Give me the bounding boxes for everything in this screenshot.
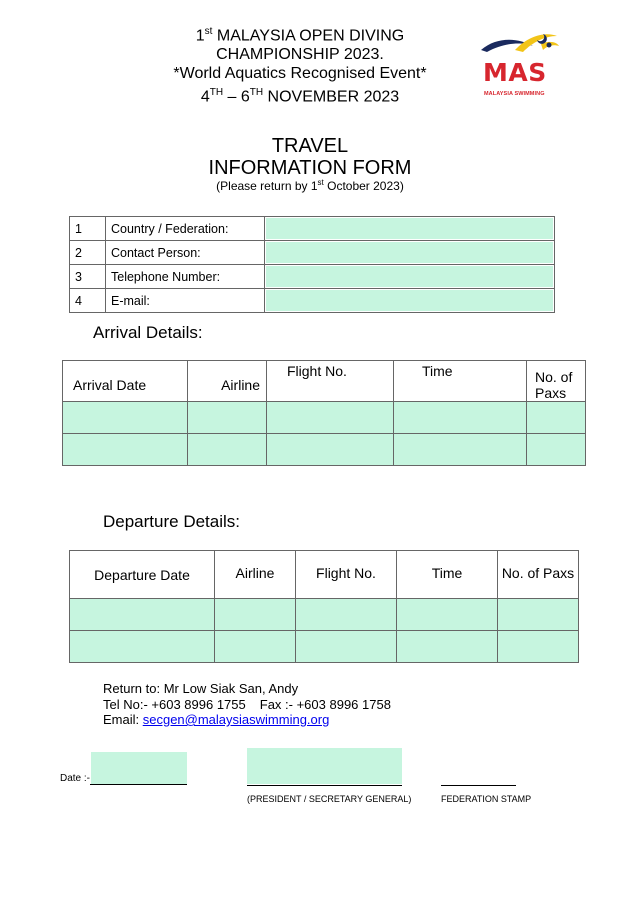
form-subtitle: (Please return by 1st October 2023) <box>216 178 404 193</box>
contact-person-field[interactable] <box>266 242 553 263</box>
arrival-date-header: Arrival Date <box>63 361 188 402</box>
arrival-airline-cell[interactable] <box>188 402 267 434</box>
date-field[interactable] <box>91 752 187 784</box>
info-row-country <box>70 217 555 241</box>
mas-logo <box>475 28 565 100</box>
departure-date-header: Departure Date <box>70 551 215 599</box>
departure-paxs-cell[interactable] <box>498 599 579 631</box>
departure-table <box>69 550 579 663</box>
email-field[interactable] <box>266 290 553 311</box>
date-label: Date :- <box>60 773 91 784</box>
return-contact <box>103 681 391 728</box>
logo-text: MAS <box>483 58 547 87</box>
arrival-airline-cell[interactable] <box>188 434 267 466</box>
email-label: E-mail: <box>106 289 265 313</box>
departure-flight-cell[interactable] <box>296 599 397 631</box>
departure-paxs-cell[interactable] <box>498 631 579 663</box>
contact-person-label: Contact Person: <box>106 241 265 265</box>
departure-airline-cell[interactable] <box>215 631 296 663</box>
signature-field[interactable] <box>247 748 402 784</box>
swimmer-emblem-icon <box>475 28 565 62</box>
departure-flight-cell[interactable] <box>296 631 397 663</box>
arrival-paxs-cell[interactable] <box>527 402 586 434</box>
stamp-line <box>441 785 516 786</box>
arrival-date-cell[interactable] <box>63 402 188 434</box>
departure-row <box>70 599 579 631</box>
logo-subtext: MALAYSIA SWIMMING <box>484 91 545 97</box>
departure-airline-header: Airline <box>215 551 296 599</box>
departure-date-cell[interactable] <box>70 599 215 631</box>
signature-line <box>247 785 402 786</box>
event-title: 1st MALAYSIA OPEN DIVING CHAMPIONSHIP 2023. *World Aquatics Recognised Event* 4TH – 6TH NOVEMBER 2023 <box>173 26 427 106</box>
stamp-label: FEDERATION STAMP <box>441 794 532 804</box>
arrival-header-row <box>63 361 586 402</box>
telephone-field[interactable] <box>266 266 553 287</box>
row-number: 2 <box>70 241 106 265</box>
departure-date-cell[interactable] <box>70 631 215 663</box>
email-line: Email: secgen@malaysiaswimming.org <box>103 712 330 727</box>
departure-flight-header: Flight No. <box>296 551 397 599</box>
arrival-date-cell[interactable] <box>63 434 188 466</box>
arrival-flight-cell[interactable] <box>267 434 394 466</box>
departure-section-title: Departure Details: <box>103 512 241 531</box>
arrival-airline-header: Airline <box>188 361 267 402</box>
arrival-section-title: Arrival Details: <box>93 323 203 342</box>
email-link[interactable]: secgen@malaysiaswimming.org <box>142 712 330 727</box>
arrival-time-cell[interactable] <box>394 434 527 466</box>
arrival-time-cell[interactable] <box>394 402 527 434</box>
departure-time-cell[interactable] <box>397 599 498 631</box>
row-number: 3 <box>70 265 106 289</box>
row-number: 4 <box>70 289 106 313</box>
return-to-text: Return to: Mr Low Siak San, Andy <box>103 681 299 696</box>
info-table <box>69 216 555 313</box>
arrival-row <box>63 402 586 434</box>
departure-airline-cell[interactable] <box>215 599 296 631</box>
country-label: Country / Federation: <box>106 217 265 241</box>
form-title: TRAVEL INFORMATION FORM <box>208 135 412 179</box>
phone-line: Tel No:- +603 8996 1755 Fax :- +603 8996 1758 <box>103 696 391 712</box>
telephone-label: Telephone Number: <box>106 265 265 289</box>
arrival-time-header: Time <box>394 361 527 402</box>
departure-row <box>70 631 579 663</box>
arrival-flight-header: Flight No. <box>267 361 394 402</box>
info-row-contact <box>70 241 555 265</box>
departure-time-cell[interactable] <box>397 631 498 663</box>
departure-paxs-header: No. of Paxs <box>498 551 579 599</box>
row-number: 1 <box>70 217 106 241</box>
president-label: (PRESIDENT / SECRETARY GENERAL) <box>247 794 412 804</box>
arrival-paxs-header: No. of Paxs <box>527 361 586 402</box>
departure-time-header: Time <box>397 551 498 599</box>
info-row-email <box>70 289 555 313</box>
arrival-flight-cell[interactable] <box>267 402 394 434</box>
date-line <box>90 784 187 785</box>
arrival-row <box>63 434 586 466</box>
arrival-table <box>62 360 586 466</box>
arrival-paxs-cell[interactable] <box>527 434 586 466</box>
departure-header-row <box>70 551 579 599</box>
info-row-telephone <box>70 265 555 289</box>
country-field[interactable] <box>266 218 553 239</box>
